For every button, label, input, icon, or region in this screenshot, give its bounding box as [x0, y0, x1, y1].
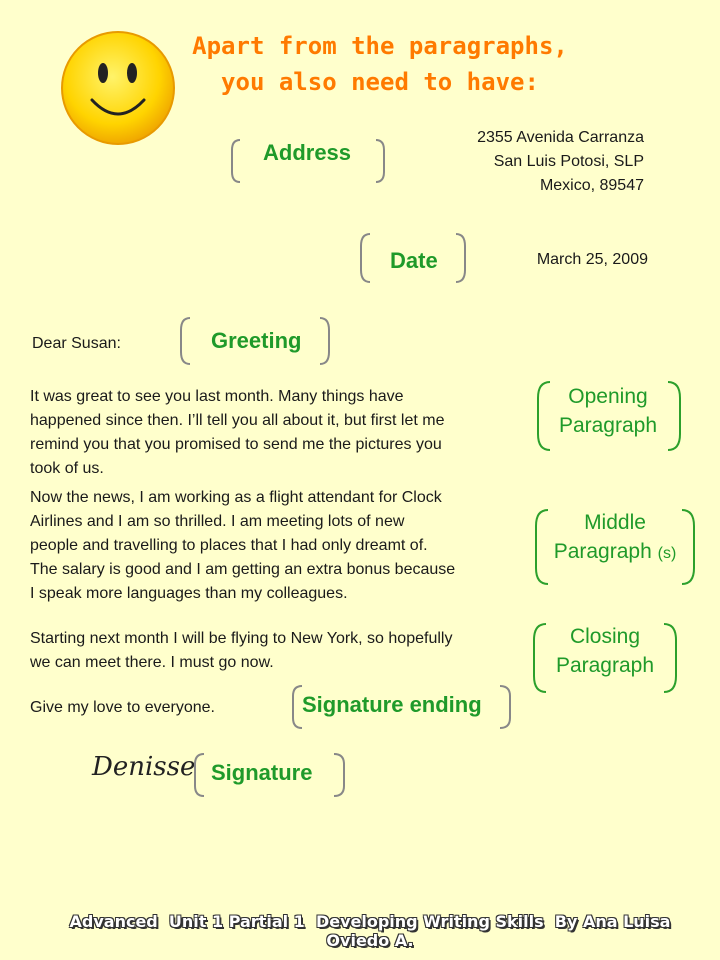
label-suffix: (s) [657, 545, 677, 562]
address-label: Address [263, 140, 352, 165]
footer-topic: Developing Writing Skills [315, 912, 544, 931]
paragraph-line: happened since then. I’ll tell you all about it, but first let me [30, 412, 445, 429]
footer-course: Advanced [69, 912, 158, 931]
label-line: Paragraph [555, 654, 655, 677]
title-line-1: Apart from the paragraphs, [192, 32, 568, 60]
letter-greeting: Dear Susan: [32, 335, 121, 352]
paragraph-line: remind you that you promised to send me the pictures you [30, 436, 442, 453]
opening-paragraph-label [548, 382, 668, 440]
signature-ending-label: Signature ending [302, 692, 482, 717]
label-line [538, 537, 692, 568]
signature-label: Signature [211, 760, 313, 785]
label-line: Middle [584, 511, 646, 534]
letter-signature: Denisse [92, 752, 196, 782]
middle-paragraph [30, 486, 455, 606]
title-line-2: you also need to have: [221, 68, 539, 96]
paragraph-line: The salary is good and I am getting an extra bonus because [30, 561, 456, 578]
paragraph-line: took of us. [30, 460, 104, 477]
paragraph-line: people and travelling to places that I had only dreamt of. [30, 537, 428, 554]
paragraph-line: I speak more languages than my colleagues. [30, 585, 348, 602]
address-line: 2355 Avenida Carranza [477, 129, 644, 146]
paragraph-line: we can meet there. I must go now. [30, 654, 274, 671]
middle-paragraph-label [538, 508, 692, 568]
greeting-label: Greeting [211, 328, 302, 353]
label-line: Opening [568, 385, 648, 408]
letter-signature-ending: Give my love to everyone. [30, 699, 215, 716]
footer-unit: Unit 1 Partial 1 [168, 912, 305, 931]
opening-paragraph [30, 385, 444, 481]
label-word: Paragraph [553, 540, 652, 563]
date-label: Date [390, 248, 438, 273]
address-line: Mexico, 89547 [539, 177, 644, 194]
footer-author: By Ana Luisa Oviedo A. [326, 912, 671, 950]
letter-address [477, 126, 644, 198]
label-line: Paragraph [558, 414, 658, 437]
closing-paragraph-label [544, 622, 666, 680]
footer-credits [40, 912, 700, 950]
page-title [150, 28, 610, 100]
address-line: San Luis Potosi, SLP [493, 153, 644, 170]
label-line: Closing [569, 625, 641, 648]
paragraph-line: Starting next month I will be flying to New York, so hopefully [30, 630, 453, 647]
paragraph-line: Airlines and I am so thrilled. I am meeting lots of new [30, 513, 405, 530]
paragraph-line: Now the news, I am working as a flight attendant for Clock [30, 489, 442, 506]
letter-date: March 25, 2009 [536, 251, 648, 268]
closing-paragraph [30, 627, 452, 675]
paragraph-line: It was great to see you last month. Many things have [30, 388, 404, 405]
